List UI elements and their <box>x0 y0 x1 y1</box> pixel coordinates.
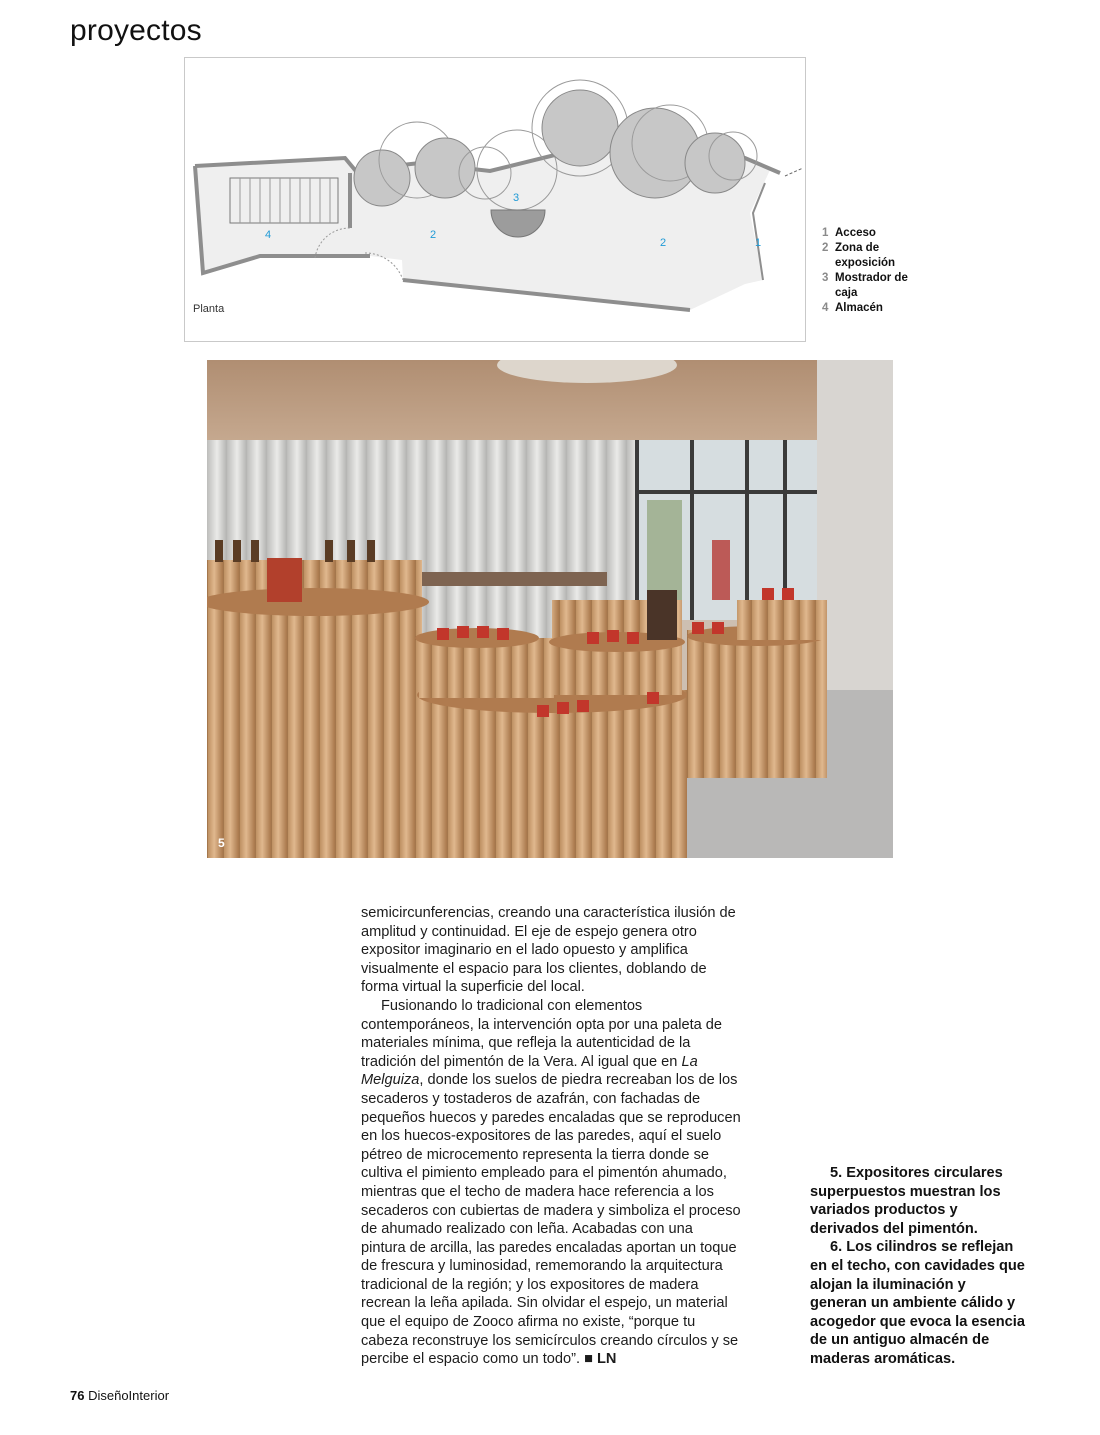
photo-product-jar <box>647 590 677 640</box>
legend-item: 3 Mostrador de caja <box>822 272 908 299</box>
section-title: proyectos <box>70 14 202 47</box>
photo-display-top <box>207 588 429 616</box>
photo-product-tin <box>267 558 302 602</box>
plan-room-number: 1 <box>755 237 762 249</box>
photo-display-right <box>687 630 827 778</box>
page-folio <box>70 1388 169 1403</box>
interior-photo <box>207 360 893 858</box>
magazine-name: DiseñoInterior <box>88 1388 170 1403</box>
floor-plan <box>184 57 806 342</box>
article-body <box>361 904 741 1369</box>
plan-room-number: 4 <box>265 229 272 241</box>
article-paragraph: semicircunferencias, creando una característica ilusión de amplitud y continuidad. El eje de espejo genera otro expositor imaginario en el lado opuesto y amplifica visualmente el espacio para los clientes, doblando de forma virtual la superficie del local. <box>361 905 736 996</box>
photo-window-tree <box>647 500 682 600</box>
interior-photo-illustration <box>207 360 893 858</box>
legend-item: 4 Almacén <box>822 302 883 314</box>
legend-item: 2 Zona de exposición <box>822 242 896 269</box>
caption: 5. Expositores circulares superpuestos muestran los variados productos y derivados del pimentón. <box>810 1165 1003 1237</box>
plan-axis-line <box>785 168 803 176</box>
photo-captions <box>810 1164 1025 1369</box>
article-signoff: ■ LN <box>584 1351 617 1368</box>
article-paragraph: Fusionando lo tradicional con elementos contemporáneos, la intervención opta por una paleta de materiales mínima, que refleja la autenticidad de la tradición del pimentón de la Vera. Al igual que en La Melguiza, donde los suelos de piedra recreaban los de los secaderos y tostaderos de azafrán, con fachadas de pequeños huecos y paredes encaladas que se reproducen en los huecos-expositores de las paredes, aquí el suelo pétreo de microcemento representa la tierra donde se cultiva el pimiento empleado para el pimentón ahumado, mientras que el techo de madera hace referencia a los secaderos con cubiertas de madera y simboliza el proceso de ahumado realizado con leña. Acabadas con una pintura de arcilla, las paredes encaladas aportan un toque de frescura y luminosidad, rememorando la arquitectura tradicional de la región; y los expositores de madera recrean la leña apilada. Sin olvidar el espejo, un material que el equipo de Zooco afirma no existe, “porque tu cabeza reconstruye los semicírculos creando círculos y se percibe el espacio como un todo”. ■ LN <box>361 997 741 1368</box>
page-number: 76 <box>70 1388 85 1403</box>
plan-label: Planta <box>193 303 225 315</box>
photo-window-storefront <box>712 540 730 600</box>
plan-room-number: 2 <box>660 237 667 249</box>
photo-number: 5 <box>218 836 225 850</box>
plan-room-number: 3 <box>513 192 520 204</box>
floor-plan-drawing <box>185 58 807 343</box>
photo-display-center-lower <box>417 690 687 858</box>
photo-display-right-upper <box>737 600 827 640</box>
plan-legend <box>822 226 932 316</box>
caption: 6. Los cilindros se reflejan en el techo, con cavidades que alojan la iluminación y generan un ambiente cálido y acogedor que evoca la esencia de un antiguo almacén de maderas aromáticas. <box>810 1239 1025 1367</box>
legend-item: 1 Acceso <box>822 227 876 239</box>
plan-room-number: 2 <box>430 229 437 241</box>
